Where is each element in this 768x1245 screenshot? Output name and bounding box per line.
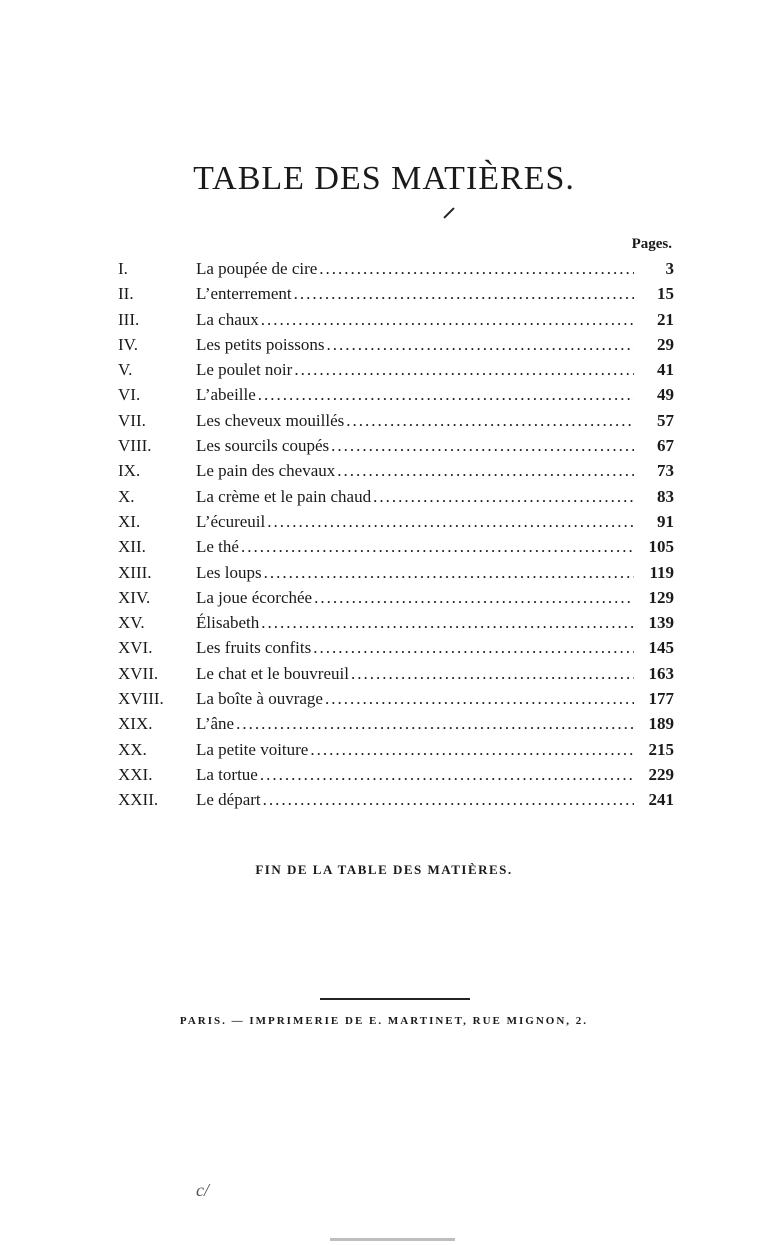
chapter-title: Les sourcils coupés	[196, 436, 330, 456]
chapter-number: XI.	[118, 511, 141, 531]
chapter-title: Les petits poissons	[196, 334, 325, 354]
dot-leader	[264, 560, 634, 585]
toc-entry	[118, 307, 674, 332]
chapter-number: XVI.	[118, 638, 153, 658]
chapter-title: La joue écorchée	[196, 587, 313, 607]
chapter-title: La tortue	[196, 764, 258, 784]
end-of-contents-note: FIN DE LA TABLE DES MATIÈRES.	[255, 862, 513, 877]
toc-entry	[118, 509, 674, 534]
page-number: 119	[649, 562, 674, 582]
chapter-title: L’âne	[196, 714, 235, 734]
page-number: 67	[657, 436, 674, 456]
chapter-title: Le pain des chevaux	[196, 461, 336, 481]
page-number: 73	[657, 461, 674, 481]
chapter-title: L’abeille	[196, 385, 256, 405]
page-number: 145	[648, 638, 674, 658]
toc-entry	[118, 661, 674, 686]
dot-leader	[325, 686, 634, 711]
toc-entry	[118, 762, 674, 787]
page-number: 215	[648, 739, 674, 759]
dot-leader	[373, 484, 634, 509]
dot-leader	[314, 585, 634, 610]
page-title: TABLE DES MATIÈRES.	[193, 160, 575, 197]
chapter-number: XIII.	[118, 562, 152, 582]
chapter-title: Les loups	[196, 562, 262, 582]
pages-column-header: Pages.	[631, 236, 672, 252]
toc-entry	[118, 534, 674, 559]
chapter-title: Les fruits confits	[196, 638, 312, 658]
page-number: 49	[657, 385, 674, 405]
toc-entry	[118, 281, 674, 306]
chapter-number: I.	[118, 259, 128, 278]
page-number: 29	[657, 334, 674, 354]
dot-leader	[346, 408, 634, 433]
dot-leader	[261, 307, 634, 332]
divider-rule	[320, 998, 470, 1000]
table-of-contents	[118, 256, 674, 813]
scan-smudge	[330, 1238, 455, 1241]
toc-entry	[118, 357, 674, 382]
chapter-title: La chaux	[196, 309, 259, 329]
chapter-number: XV.	[118, 613, 145, 633]
toc-entry	[118, 382, 674, 407]
page-number: 189	[648, 714, 674, 734]
chapter-title: La crème et le pain chaud	[196, 486, 372, 506]
dot-leader	[241, 534, 634, 559]
chapter-number: III.	[118, 309, 140, 329]
page-number: 177	[648, 689, 674, 709]
page-number: 3	[665, 259, 674, 278]
chapter-number: V.	[118, 360, 133, 380]
toc-entry	[118, 560, 674, 585]
page-number: 15	[657, 284, 674, 304]
dot-leader	[326, 332, 634, 357]
toc-entry	[118, 711, 674, 736]
dot-leader	[294, 357, 634, 382]
dot-leader	[267, 509, 634, 534]
page-number: 241	[648, 790, 674, 810]
chapter-title: La petite voiture	[196, 739, 309, 759]
dot-leader	[313, 635, 634, 660]
chapter-number: XVIII.	[118, 689, 164, 709]
page-number: 229	[648, 764, 674, 784]
chapter-title: Les cheveux mouillés	[196, 410, 345, 430]
chapter-title: Le chat et le bouvreuil	[196, 663, 349, 683]
chapter-number: II.	[118, 284, 134, 304]
dot-leader	[319, 256, 634, 281]
dot-leader	[337, 458, 634, 483]
toc-entry	[118, 433, 674, 458]
page-number: 163	[648, 663, 674, 683]
chapter-title: Le thé	[196, 537, 239, 557]
page-number: 139	[648, 613, 674, 633]
chapter-number: XVII.	[118, 663, 159, 683]
printer-imprint: PARIS. — IMPRIMERIE DE E. MARTINET, RUE MIGNON, 2.	[179, 1015, 589, 1027]
chapter-number: XXI.	[118, 764, 153, 784]
chapter-number: XIV.	[118, 587, 151, 607]
toc-entry	[118, 256, 674, 281]
chapter-number: XIX.	[118, 714, 153, 734]
dot-leader	[261, 610, 634, 635]
dot-leader	[236, 711, 634, 736]
chapter-title: Le départ	[196, 790, 261, 810]
handwritten-mark: c/	[196, 1180, 209, 1200]
toc-entry	[118, 408, 674, 433]
toc-entry	[118, 610, 674, 635]
chapter-title: Élisabeth	[196, 613, 260, 633]
dot-leader	[294, 281, 634, 306]
toc-entry	[118, 686, 674, 711]
dot-leader	[351, 661, 634, 686]
page-number: 105	[648, 537, 674, 557]
chapter-title: La poupée de cire	[196, 259, 318, 278]
chapter-number: X.	[118, 486, 135, 506]
dot-leader	[310, 737, 634, 762]
chapter-number: XXII.	[118, 790, 159, 810]
dot-leader	[331, 433, 634, 458]
dot-leader	[260, 762, 634, 787]
chapter-title: L’enterrement	[196, 284, 292, 304]
page-number: 57	[657, 410, 674, 430]
chapter-title: La boîte à ouvrage	[196, 689, 323, 709]
chapter-number: VI.	[118, 385, 141, 405]
chapter-number: VII.	[118, 410, 146, 430]
chapter-number: VIII.	[118, 436, 152, 456]
chapter-title: L’écureuil	[196, 511, 266, 531]
toc-entry	[118, 458, 674, 483]
chapter-number: IX.	[118, 461, 141, 481]
toc-entry	[118, 635, 674, 660]
page-number: 83	[657, 486, 674, 506]
chapter-number: IV.	[118, 334, 138, 354]
page-number: 21	[657, 309, 674, 329]
toc-entry	[118, 484, 674, 509]
chapter-number: XII.	[118, 537, 146, 557]
page-number: 129	[648, 587, 674, 607]
chapter-number: XX.	[118, 739, 147, 759]
dot-leader	[263, 787, 634, 812]
dot-leader	[258, 382, 634, 407]
page-number: 91	[657, 511, 674, 531]
toc-entry	[118, 585, 674, 610]
ornament-mark	[443, 207, 454, 218]
toc-entry	[118, 332, 674, 357]
toc-entry	[118, 737, 674, 762]
chapter-title: Le poulet noir	[196, 360, 293, 380]
page-number: 41	[657, 360, 674, 380]
toc-entry	[118, 787, 674, 812]
